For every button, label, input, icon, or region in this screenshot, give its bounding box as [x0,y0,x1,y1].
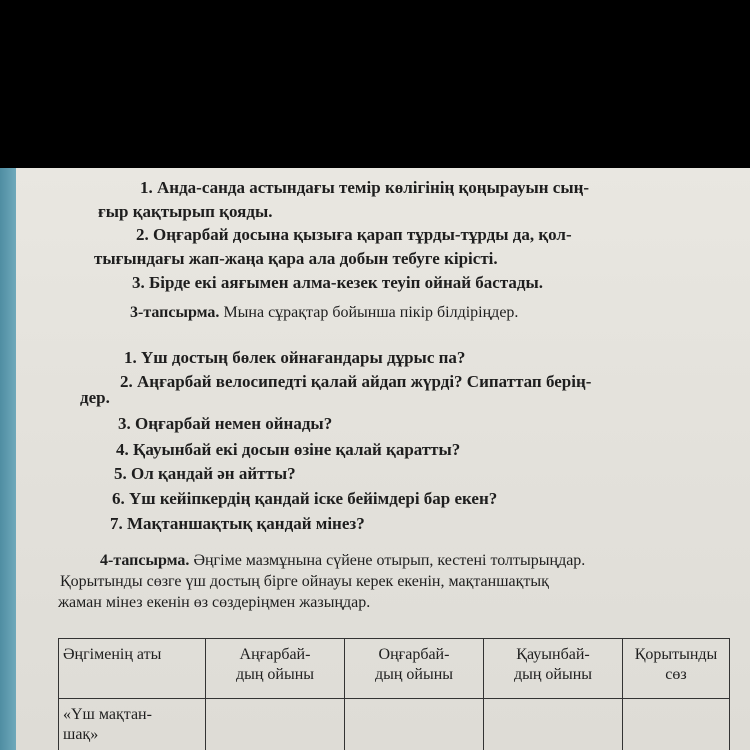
header-angarbay-line-2: дың ойыны [235,666,315,683]
question-2: 2. Аңғарбай велосипедті қалай айдап жүрді? Сипаттап берің- [120,372,592,391]
header-cell-angarbay [206,639,345,699]
row-cell-conclusion [623,698,730,750]
header-cell-kauynbay [484,639,623,699]
header-ongarbay-line-1: Оңғарбай- [378,646,450,663]
row-cell-ongarbay [345,698,484,750]
sentence-2-line-1: 2. Оңғарбай досына қызыға қарап тұрды-тұрды да, қол- [136,225,572,244]
table-row [59,698,730,750]
row-cell-story [59,698,206,750]
question-1: 1. Үш достың бөлек ойнағандары дұрыс па? [124,348,466,367]
task4-line-3: жаман мінез екенін өз сөздеріңмен жазыңдар. [58,594,371,611]
header-story-label: Әңгіменің аты [63,646,162,663]
book-page [0,168,750,750]
task3-heading [130,303,518,323]
task3-text: Мына сұрақтар бойынша пікір білдіріңдер. [219,304,519,321]
row-cell-kauynbay [484,698,623,750]
task4-line-1: Әңгіме мазмұнына сүйене отырып, кестені толтырыңдар. [189,552,586,569]
sentence-1-line-2: ғыр қақтырып қояды. [98,202,273,221]
question-4: 4. Қауынбай екі досын өзіне қалай қаратты? [116,440,461,459]
header-cell-story [59,639,206,699]
question-5: 5. Ол қандай ән айтты? [114,464,296,483]
header-kauynbay-line-2: дың ойыны [513,666,593,683]
header-cell-ongarbay [345,639,484,699]
row-cell-angarbay [206,698,345,750]
question-7: 7. Мақтаншақтық қандай мінез? [110,514,365,533]
header-ongarbay-line-2: дың ойыны [374,666,454,683]
sentence-3: 3. Бірде екі аяғымен алма-кезек теуіп ойнай бастады. [132,273,544,292]
header-angarbay-line-1: Аңғарбай- [239,646,311,663]
row-story-line-2: шақ» [63,725,99,743]
book-binding [0,168,16,750]
task3-title: 3-тапсырма. [130,304,220,321]
header-conclusion-line-1: Қорытынды [634,646,718,663]
question-6: 6. Үш кейіпкердің қандай іске бейімдері бар екен? [112,489,498,508]
table-header-row [59,639,730,699]
header-cell-conclusion [623,639,730,699]
task4-title: 4-тапсырма. [100,552,190,569]
header-kauynbay-line-1: Қауынбай- [516,646,590,663]
question-3: 3. Оңғарбай немен ойнады? [118,414,333,433]
task4-line-2: Қорытынды сөзге үш достың бірге ойнауы керек екенін, мақтаншақтық [60,573,549,590]
task4-heading [100,551,585,571]
task4-table [58,638,730,750]
sentence-2-line-2: тығындағы жап-жаңа қара ала добын тебуге кірісті. [94,249,498,268]
question-2-cont: дер. [80,388,110,407]
row-story-line-1: «Үш мақтан- [63,705,152,723]
sentence-1-line-1: 1. Анда-санда астындағы темір көлігінің қоңырауын сың- [140,178,590,197]
header-conclusion-line-2: сөз [665,666,687,683]
